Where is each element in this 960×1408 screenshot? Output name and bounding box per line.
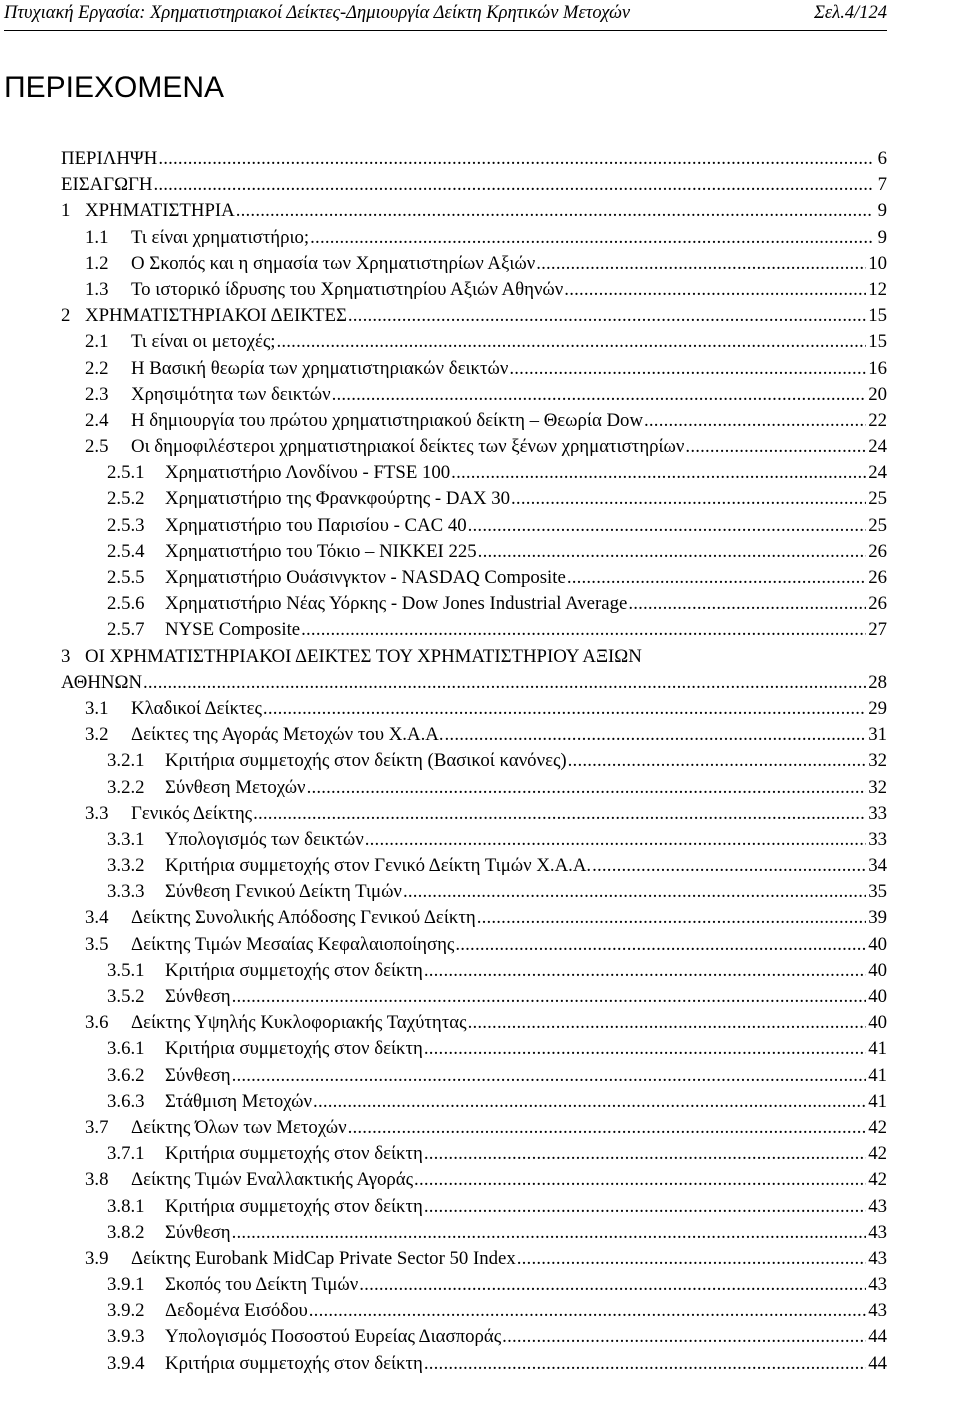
toc-entry[interactable] bbox=[61, 748, 887, 774]
toc-entry[interactable] bbox=[61, 775, 887, 801]
toc-entry[interactable] bbox=[61, 591, 887, 617]
toc-entry[interactable] bbox=[61, 696, 887, 722]
toc-entry-number: 3.7 bbox=[85, 1116, 109, 1138]
toc-entry-label: ΧΡΗΜΑΤΙΣΤΗΡΙΑ bbox=[85, 200, 235, 222]
toc-entry-number: 2 bbox=[61, 305, 71, 327]
table-of-contents bbox=[61, 146, 887, 1377]
toc-entry-page: 7 bbox=[877, 174, 887, 196]
toc-entry-label: Η δημιουργία του πρώτου χρηματιστηριακού δείκτη – Θεωρία Dow bbox=[131, 409, 644, 431]
toc-entry-number: 2.5.5 bbox=[107, 567, 145, 588]
toc-entry-number: 3.2 bbox=[85, 724, 109, 746]
toc-entry-page: 32 bbox=[868, 776, 887, 798]
toc-leader-dots bbox=[424, 1194, 866, 1220]
toc-entry-label: Χρησιμότητα των δεικτών bbox=[131, 383, 331, 405]
toc-entry-label: Κριτήρια συμμετοχής στον δείκτη bbox=[165, 1195, 423, 1217]
toc-entry-page: 16 bbox=[868, 357, 887, 379]
toc-entry-page: 25 bbox=[868, 488, 887, 510]
toc-entry[interactable] bbox=[61, 198, 887, 224]
toc-leader-dots bbox=[509, 356, 866, 382]
toc-leader-dots bbox=[301, 617, 866, 643]
toc-entry[interactable] bbox=[61, 1194, 887, 1220]
toc-entry-page: 10 bbox=[868, 252, 887, 274]
toc-leader-dots bbox=[309, 1298, 866, 1324]
toc-leader-dots bbox=[232, 1063, 867, 1089]
toc-heading: ΠΕΡΙΕΧΟΜΕΝΑ bbox=[4, 71, 225, 104]
toc-entry-label: Κριτήρια συμμετοχής στον Γενικό Δείκτη Τιμών Χ.Α.Α. bbox=[165, 855, 592, 877]
toc-entry-number: 3.8.2 bbox=[107, 1221, 145, 1243]
toc-entry[interactable] bbox=[61, 905, 887, 931]
toc-entry-number: 2.5.7 bbox=[107, 619, 145, 641]
toc-entry-number: 3.8 bbox=[85, 1169, 109, 1191]
toc-entry[interactable] bbox=[61, 958, 887, 984]
toc-entry-label: Κριτήρια συμμετοχής στον δείκτη bbox=[165, 1352, 423, 1374]
toc-entry-page: 42 bbox=[868, 1143, 887, 1165]
toc-entry-page: 34 bbox=[868, 855, 887, 877]
toc-entry-number: 2.5 bbox=[85, 436, 109, 458]
toc-entry-page: 41 bbox=[868, 1038, 887, 1060]
toc-entry[interactable] bbox=[61, 1010, 887, 1036]
toc-entry-page: 40 bbox=[868, 959, 887, 981]
toc-entry[interactable] bbox=[61, 617, 887, 643]
toc-leader-dots bbox=[153, 172, 873, 198]
toc-entry-label: Κριτήρια συμμετοχής στον δείκτη (Βασικοί κανόνες) bbox=[165, 750, 567, 772]
header-page-number: Σελ.4/124 bbox=[813, 3, 887, 23]
toc-entry-page: 28 bbox=[868, 671, 887, 693]
toc-entry-page: 26 bbox=[868, 540, 887, 562]
toc-entry-page: 44 bbox=[868, 1326, 887, 1348]
toc-entry-number: 3.5 bbox=[85, 933, 109, 955]
toc-entry[interactable] bbox=[61, 408, 887, 434]
toc-entry-label: Δείκτες της Αγοράς Μετοχών του Χ.Α.Α. bbox=[131, 724, 444, 746]
toc-leader-dots bbox=[628, 591, 866, 617]
toc-entry[interactable] bbox=[61, 1324, 887, 1350]
toc-entry-label: Χρηματιστήριο Νέας Υόρκης - Dow Jones Industrial Average bbox=[165, 593, 628, 615]
toc-leader-dots bbox=[424, 958, 866, 984]
toc-entry-page: 6 bbox=[877, 148, 887, 169]
toc-entry-label: Σύνθεση Γενικού Δείκτη Τιμών bbox=[165, 881, 402, 903]
toc-entry[interactable] bbox=[61, 460, 887, 486]
toc-entry-label: Κριτήρια συμμετοχής στον δείκτη bbox=[165, 959, 423, 981]
toc-entry-number: 3.2.2 bbox=[107, 776, 145, 798]
toc-leader-dots bbox=[365, 827, 866, 853]
toc-entry[interactable] bbox=[61, 172, 887, 198]
toc-entry-number: 3.7.1 bbox=[107, 1143, 145, 1165]
toc-entry-number: 3.6.1 bbox=[107, 1038, 145, 1060]
toc-leader-dots bbox=[536, 251, 866, 277]
toc-entry-label: Χρηματιστήριο της Φρανκφούρτης - DAX 30 bbox=[165, 488, 511, 510]
toc-entry-label: Υπολογισμός των δεικτών bbox=[165, 828, 364, 850]
toc-entry-label: Κριτήρια συμμετοχής στον δείκτη bbox=[165, 1143, 423, 1165]
toc-entry-number: 2.3 bbox=[85, 383, 109, 405]
toc-entry-number: 2.5.6 bbox=[107, 593, 145, 615]
toc-entry-number: 2.4 bbox=[85, 409, 109, 431]
toc-entry-number: 3 bbox=[61, 645, 71, 667]
toc-entry-number: 2.5.4 bbox=[107, 540, 145, 562]
toc-leader-dots bbox=[568, 748, 867, 774]
toc-entry-continuation[interactable] bbox=[61, 670, 887, 696]
toc-entry-number: 3.8.1 bbox=[107, 1195, 145, 1217]
toc-entry-page: 24 bbox=[868, 436, 887, 458]
toc-entry[interactable] bbox=[61, 1063, 887, 1089]
toc-entry[interactable] bbox=[61, 146, 887, 172]
toc-entry[interactable] bbox=[61, 1246, 887, 1272]
toc-entry-page: 43 bbox=[868, 1300, 887, 1322]
toc-entry-number: 3.3.2 bbox=[107, 855, 145, 877]
toc-entry-label: Τι είναι χρηματιστήριο; bbox=[131, 226, 310, 248]
toc-entry-page: 35 bbox=[868, 881, 887, 903]
toc-entry-number: 3.9.2 bbox=[107, 1300, 145, 1322]
toc-entry-number: 3.5.1 bbox=[107, 959, 145, 981]
toc-entry-label: Χρηματιστήριο Ουάσινγκτον - NASDAQ Composite bbox=[165, 567, 566, 588]
toc-entry-page: 24 bbox=[868, 462, 887, 484]
toc-entry-label: Υπολογισμός Ποσοστού Ευρείας Διασποράς bbox=[165, 1326, 502, 1348]
toc-leader-dots bbox=[517, 1246, 866, 1272]
toc-entry-label: Κριτήρια συμμετοχής στον δείκτη bbox=[165, 1038, 423, 1060]
toc-leader-dots bbox=[567, 565, 866, 591]
toc-entry-page: 32 bbox=[868, 750, 887, 772]
toc-entry[interactable] bbox=[61, 225, 887, 251]
toc-entry-label: Σκοπός του Δείκτη Τιμών bbox=[165, 1274, 359, 1296]
toc-entry-label: Σύνθεση bbox=[165, 1221, 231, 1243]
toc-entry[interactable] bbox=[61, 644, 887, 670]
toc-leader-dots bbox=[511, 486, 866, 512]
toc-leader-dots bbox=[455, 932, 866, 958]
toc-entry-number: 3.6.3 bbox=[107, 1090, 145, 1112]
toc-entry[interactable] bbox=[61, 1036, 887, 1062]
toc-entry-number: 2.5.3 bbox=[107, 514, 145, 536]
toc-entry-number: 3.2.1 bbox=[107, 750, 145, 772]
toc-entry-label: Κλαδικοί Δείκτες bbox=[131, 697, 262, 719]
toc-leader-dots bbox=[232, 984, 867, 1010]
toc-entry-number: 1 bbox=[61, 200, 71, 222]
toc-entry[interactable] bbox=[61, 565, 887, 591]
toc-entry-page: 20 bbox=[868, 383, 887, 405]
toc-entry[interactable] bbox=[61, 1220, 887, 1246]
toc-leader-dots bbox=[685, 434, 866, 460]
toc-entry-page: 31 bbox=[868, 724, 887, 746]
toc-entry-label: Δείκτης Όλων των Μετοχών bbox=[131, 1116, 347, 1138]
toc-entry[interactable] bbox=[61, 277, 887, 303]
toc-entry[interactable] bbox=[61, 539, 887, 565]
toc-entry[interactable] bbox=[61, 984, 887, 1010]
toc-entry[interactable] bbox=[61, 356, 887, 382]
toc-entry-page: 15 bbox=[868, 305, 887, 327]
toc-entry-label: Χρηματιστήριο του Παρισίου - CAC 40 bbox=[165, 514, 467, 536]
toc-entry-label: Ο Σκοπός και η σημασία των Χρηματιστηρίων Αξιών bbox=[131, 252, 536, 274]
toc-leader-dots bbox=[359, 1272, 866, 1298]
toc-leader-dots bbox=[424, 1351, 866, 1377]
toc-entry[interactable] bbox=[61, 303, 887, 329]
toc-entry[interactable] bbox=[61, 932, 887, 958]
toc-entry-number: 3.9.4 bbox=[107, 1352, 145, 1374]
toc-entry-label: ΑΘΗΝΩΝ bbox=[61, 671, 143, 693]
toc-entry-label: Οι δημοφιλέστεροι χρηματιστηριακοί δείκτες των ξένων χρηματιστηρίων bbox=[131, 436, 685, 458]
toc-entry-label: Δείκτης Συνολικής Απόδοσης Γενικού Δείκτη bbox=[131, 907, 476, 929]
toc-leader-dots bbox=[644, 408, 866, 434]
toc-entry-page: 40 bbox=[868, 1012, 887, 1034]
toc-entry-page: 43 bbox=[868, 1247, 887, 1269]
toc-entry-page: 40 bbox=[868, 986, 887, 1007]
toc-leader-dots bbox=[478, 539, 867, 565]
toc-entry-label: Δείκτης Υψηλής Κυκλοφοριακής Ταχύτητας bbox=[131, 1012, 467, 1034]
toc-entry-label: Δείκτης Τιμών Μεσαίας Κεφαλαιοποίησης bbox=[131, 933, 455, 955]
toc-entry[interactable] bbox=[61, 1115, 887, 1141]
toc-entry[interactable] bbox=[61, 1351, 887, 1377]
toc-entry-number: 2.1 bbox=[85, 331, 109, 353]
toc-entry-number: 3.9.1 bbox=[107, 1274, 145, 1296]
toc-entry-label: Γενικός Δείκτης bbox=[131, 802, 253, 824]
toc-entry-page: 33 bbox=[868, 802, 887, 824]
toc-entry-number: 3.3 bbox=[85, 802, 109, 824]
toc-leader-dots bbox=[592, 853, 866, 879]
toc-entry-page: 9 bbox=[877, 226, 887, 248]
toc-entry-number: 3.6 bbox=[85, 1012, 109, 1034]
toc-entry[interactable] bbox=[61, 382, 887, 408]
toc-entry[interactable] bbox=[61, 434, 887, 460]
toc-entry[interactable] bbox=[61, 1298, 887, 1324]
toc-entry-label: Δείκτης Τιμών Εναλλακτικής Αγοράς bbox=[131, 1169, 414, 1191]
toc-leader-dots bbox=[424, 1141, 866, 1167]
toc-leader-dots bbox=[502, 1324, 866, 1350]
toc-entry-number: 1.2 bbox=[85, 252, 109, 274]
toc-entry-page: 26 bbox=[868, 567, 887, 588]
toc-entry-page: 12 bbox=[868, 278, 887, 300]
toc-entry-label: Χρηματιστήριο Λονδίνου - FTSE 100 bbox=[165, 462, 451, 484]
toc-leader-dots bbox=[451, 460, 866, 486]
toc-entry[interactable] bbox=[61, 251, 887, 277]
toc-leader-dots bbox=[332, 382, 867, 408]
toc-leader-dots bbox=[277, 329, 867, 355]
toc-entry[interactable] bbox=[61, 801, 887, 827]
toc-entry[interactable] bbox=[61, 879, 887, 905]
toc-entry-page: 40 bbox=[868, 933, 887, 955]
toc-leader-dots bbox=[403, 879, 866, 905]
toc-entry-label: Χρηματιστήριο του Τόκιο – NIKKEI 225 bbox=[165, 540, 477, 562]
toc-entry-number: 1.1 bbox=[85, 226, 109, 248]
toc-leader-dots bbox=[414, 1167, 866, 1193]
toc-entry-label: Σύνθεση Μετοχών bbox=[165, 776, 306, 798]
toc-entry-number: 3.4 bbox=[85, 907, 109, 929]
toc-entry[interactable] bbox=[61, 329, 887, 355]
toc-entry-number: 2.5.2 bbox=[107, 488, 145, 510]
toc-leader-dots bbox=[348, 1115, 867, 1141]
toc-entry-page: 39 bbox=[868, 907, 887, 929]
toc-entry[interactable] bbox=[61, 722, 887, 748]
toc-entry-page: 44 bbox=[868, 1352, 887, 1374]
toc-entry-label: Σύνθεση bbox=[165, 1064, 231, 1086]
toc-leader-dots bbox=[253, 801, 866, 827]
toc-entry-label: Σύνθεση bbox=[165, 986, 231, 1007]
toc-entry-label: ΕΙΣΑΓΩΓΗ bbox=[61, 174, 153, 196]
toc-entry-number: 2.2 bbox=[85, 357, 109, 379]
toc-entry-label: Τι είναι οι μετοχές; bbox=[131, 331, 276, 353]
header-document-title: Πτυχιακή Εργασία: Χρηματιστηριακοί Δείκτες-Δημιουργία Δείκτη Κρητικών Μετοχών bbox=[4, 3, 631, 23]
toc-leader-dots bbox=[348, 303, 866, 329]
toc-leader-dots bbox=[158, 146, 873, 172]
toc-entry-page: 42 bbox=[868, 1169, 887, 1191]
toc-entry-label: Το ιστορικό ίδρυσης του Χρηματιστηρίου Αξιών Αθηνών bbox=[131, 278, 564, 300]
toc-entry-page: 15 bbox=[868, 331, 887, 353]
toc-leader-dots bbox=[313, 1089, 866, 1115]
toc-entry-label: Στάθμιση Μετοχών bbox=[165, 1090, 313, 1112]
toc-leader-dots bbox=[307, 775, 867, 801]
toc-entry-label: ΧΡΗΜΑΤΙΣΤΗΡΙΑΚΟΙ ΔΕΙΚΤΕΣ bbox=[85, 305, 347, 327]
toc-entry-label: Δεδομένα Εισόδου bbox=[165, 1300, 308, 1322]
toc-leader-dots bbox=[263, 696, 866, 722]
toc-leader-dots bbox=[477, 905, 867, 931]
toc-leader-dots bbox=[445, 722, 867, 748]
toc-entry-number: 3.3.3 bbox=[107, 881, 145, 903]
toc-entry[interactable] bbox=[61, 1272, 887, 1298]
toc-entry-page: 29 bbox=[868, 697, 887, 719]
toc-leader-dots bbox=[468, 1010, 867, 1036]
toc-entry-number: 3.1 bbox=[85, 697, 109, 719]
toc-entry[interactable] bbox=[61, 827, 887, 853]
toc-entry-page: 43 bbox=[868, 1221, 887, 1243]
toc-leader-dots bbox=[143, 670, 866, 696]
toc-entry-page: 41 bbox=[868, 1064, 887, 1086]
toc-leader-dots bbox=[424, 1036, 866, 1062]
toc-entry[interactable] bbox=[61, 513, 887, 539]
toc-entry-label: ΠΕΡΙΛΗΨΗ bbox=[61, 148, 158, 169]
toc-entry-label: Η Βασική θεωρία των χρηματιστηριακών δεικτών bbox=[131, 357, 509, 379]
toc-entry-number: 3.9 bbox=[85, 1247, 109, 1269]
toc-entry-page: 27 bbox=[868, 619, 887, 641]
toc-leader-dots bbox=[232, 1220, 867, 1246]
toc-entry-label: Δείκτης Eurobank MidCap Private Sector 50 Index bbox=[131, 1247, 516, 1269]
toc-entry-page: 43 bbox=[868, 1195, 887, 1217]
toc-entry-number: 1.3 bbox=[85, 278, 109, 300]
toc-entry[interactable] bbox=[61, 853, 887, 879]
toc-entry-label: ΟΙ ΧΡΗΜΑΤΙΣΤΗΡΙΑΚΟΙ ΔΕΙΚΤΕΣ ΤΟΥ ΧΡΗΜΑΤΙΣΤΗΡΙΟΥ ΑΞΙΩΝ bbox=[85, 645, 642, 667]
toc-entry[interactable] bbox=[61, 486, 887, 512]
toc-entry-page: 9 bbox=[877, 200, 887, 222]
toc-entry-page: 25 bbox=[868, 514, 887, 536]
toc-leader-dots bbox=[468, 513, 867, 539]
toc-entry-label: NYSE Composite bbox=[165, 619, 301, 641]
toc-entry-page: 43 bbox=[868, 1274, 887, 1296]
toc-entry-number: 3.5.2 bbox=[107, 986, 145, 1007]
toc-entry-number: 2.5.1 bbox=[107, 462, 145, 484]
toc-entry-number: 3.9.3 bbox=[107, 1326, 145, 1348]
toc-entry-number: 3.6.2 bbox=[107, 1064, 145, 1086]
toc-leader-dots bbox=[236, 198, 873, 224]
toc-entry[interactable] bbox=[61, 1089, 887, 1115]
toc-entry-page: 33 bbox=[868, 828, 887, 850]
toc-entry-number: 3.3.1 bbox=[107, 828, 145, 850]
toc-entry[interactable] bbox=[61, 1141, 887, 1167]
toc-leader-dots bbox=[310, 225, 873, 251]
page-header bbox=[4, 3, 887, 31]
toc-entry-page: 42 bbox=[868, 1116, 887, 1138]
toc-entry-page: 41 bbox=[868, 1090, 887, 1112]
toc-entry[interactable] bbox=[61, 1167, 887, 1193]
toc-entry-page: 22 bbox=[868, 409, 887, 431]
toc-entry-page: 26 bbox=[868, 593, 887, 615]
toc-leader-dots bbox=[564, 277, 866, 303]
